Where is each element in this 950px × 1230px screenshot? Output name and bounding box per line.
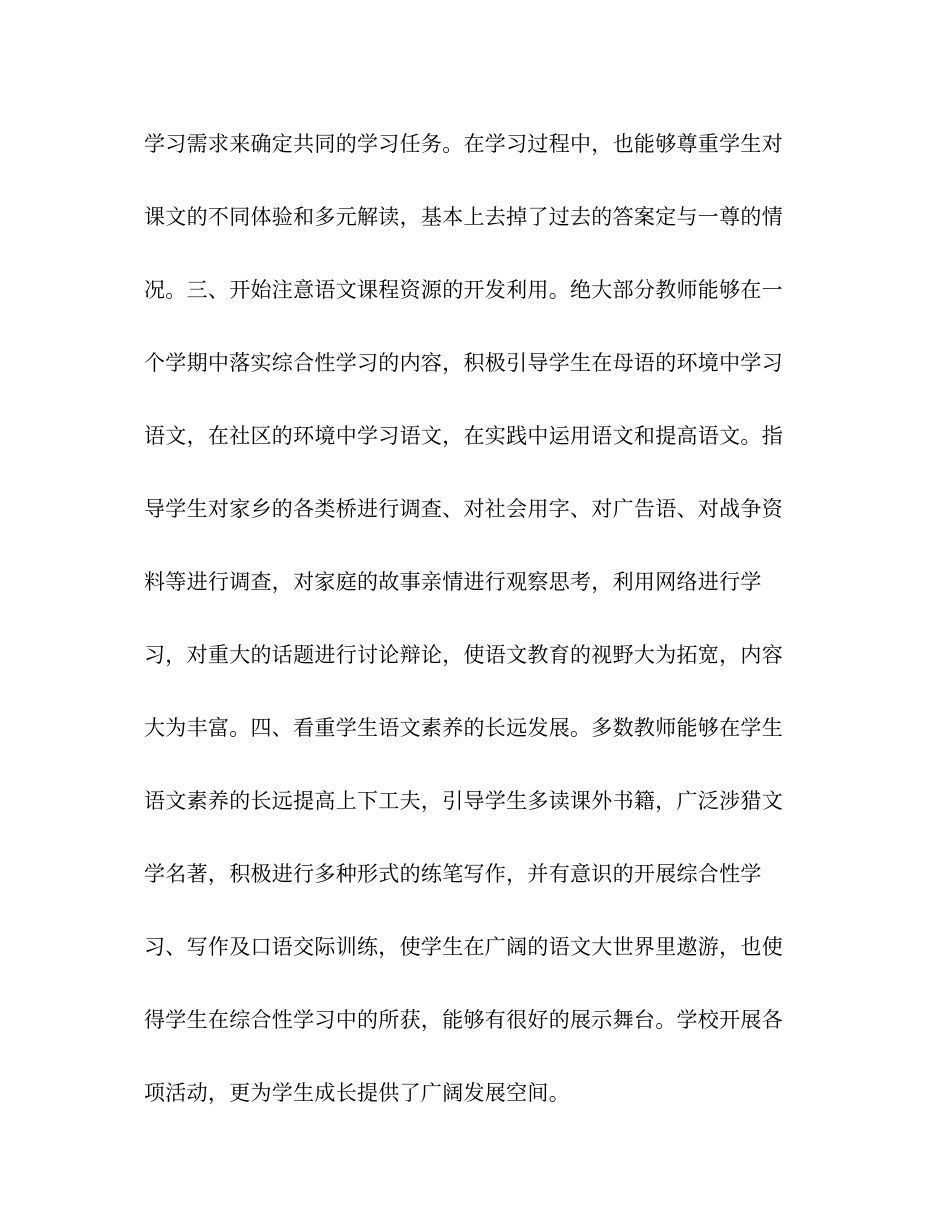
text-line: 语文，在社区的环境中学习语文，在实践中运用语文和提高语文。指 [144,424,783,448]
text-line: 课文的不同体验和多元解读，基本上去掉了过去的答案定与一尊的情 [144,205,783,229]
body-paragraph [144,126,804,1148]
text-line: 学名著，积极进行多种形式的练笔写作，并有意识的开展综合性学 [144,862,762,886]
text-line: 习、写作及口语交际训练，使学生在广阔的语文大世界里遨游，也使 [144,935,783,959]
text-line: 大为丰富。四、看重学生语文素养的长远发展。多数教师能够在学生 [144,716,783,740]
text-line: 导学生对家乡的各类桥进行调查、对社会用字、对广告语、对战争资 [144,497,783,521]
text-line: 语文素养的长远提高上下工夫，引导学生多读课外书籍，广泛涉猎文 [144,789,783,813]
text-line: 料等进行调查，对家庭的故事亲情进行观察思考，利用网络进行学 [144,570,762,594]
text-line: 习，对重大的话题进行讨论辩论，使语文教育的视野大为拓宽，内容 [144,643,783,667]
text-line: 个学期中落实综合性学习的内容，积极引导学生在母语的环境中学习 [144,351,783,375]
text-line: 学习需求来确定共同的学习任务。在学习过程中，也能够尊重学生对 [144,132,783,156]
text-line: 得学生在综合性学习中的所获，能够有很好的展示舞台。学校开展各 [144,1008,783,1032]
text-line: 项活动，更为学生成长提供了广阔发展空间。 [144,1081,570,1105]
text-line: 况。三、开始注意语文课程资源的开发利用。绝大部分教师能够在一 [144,278,783,302]
